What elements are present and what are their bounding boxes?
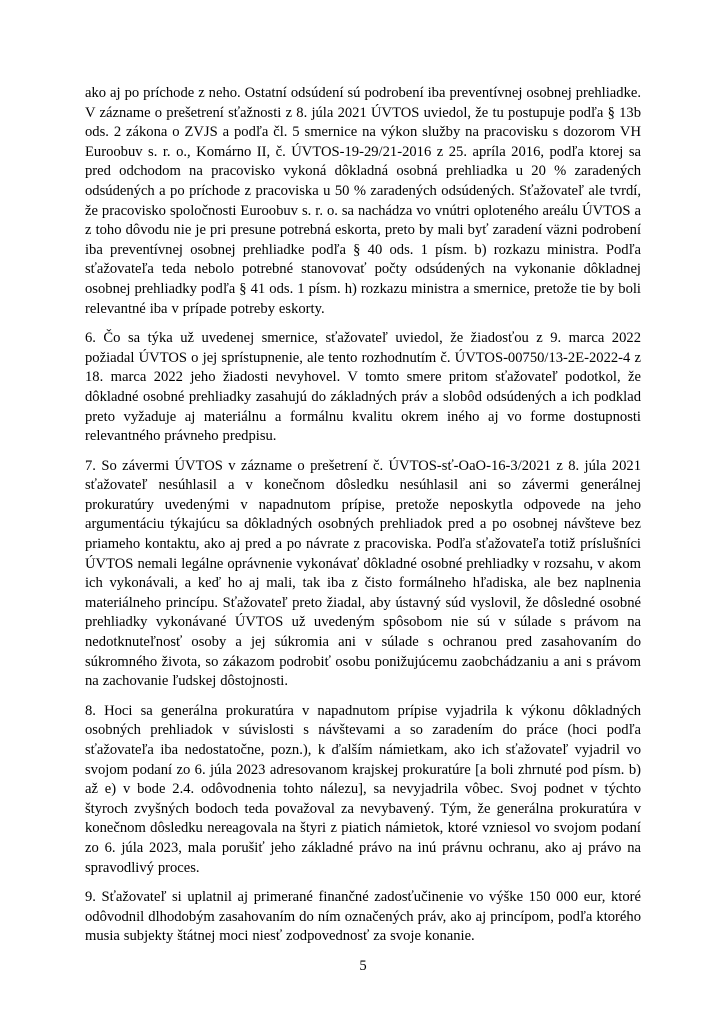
paragraph-9: 9. Sťažovateľ si uplatnil aj primerané finančné zadosťučinenie vo výške 150 000 eur, ktoré odôvodnil dlhodobým zasahovaním do ním označených práv, ako aj princípom, podľa ktorého musia subjekty štátnej moci niesť zodpovednosť za svoje konanie. xyxy=(85,889,641,945)
paragraph-8: 8. Hoci sa generálna prokuratúra v napadnutom prípise vyjadrila k výkonu dôkladných osobných prehliadok v súvislosti s návštevami a so zaradením do práce (hoci podľa sťažovateľa iba nedostatočne, pozn.), k ďalším námietkam, ako ich sťažovateľ vyjadril vo svojom podaní zo 6. júla 2023 adresovanom krajskej prokuratúre [a boli zhrnuté pod písm. b) až e) v bode 2.4. odôvodnenia tohto nálezu], sa nevyjadrila vôbec. Svoj podnet v týchto štyroch zvyšných bodoch teda považoval za nevybavený. Tým, že generálna prokuratúra v konečnom dôsledku nereagovala na štyri z piatich námietok, ktoré vzniesol vo svojom podaní zo 6. júla 2023, mala porušiť jeho základné právo na inú právnu ochranu, ako aj právo na spravodlivý proces. xyxy=(85,702,641,876)
paragraph-continuation: ako aj po príchode z neho. Ostatní odsúdení sú podrobení iba preventívnej osobnej prehliadke. V zázname o prešetrení sťažnosti z 8. júla 2021 ÚVTOS uviedol, že tu postupuje podľa § 13b ods. 2 zákona o ZVJS a podľa čl. 5 smernice na výkon služby na pracovisku s dozorom VH Euroobuv s. r. o., Komárno II, č. ÚVTOS-19-29/21-2016 z 25. apríla 2016, podľa ktorej sa pred odchodom na pracovisko vykoná dôkladná osobná prehliadka u 20 % zaradených odsúdených a po príchode z pracoviska u 50 % zaradených odsúdených. Sťažovateľ ale tvrdí, že pracovisko spoločnosti Euroobuv s. r. o. sa nachádza vo vnútri oploteného areálu ÚVTOS a z toho dôvodu nie je pri presune potrebná eskorta, preto by mali byť zaradení väzni podrobení iba preventívnej osobnej prehliadke podľa § 40 ods. 1 písm. b) rozkazu ministra. Podľa sťažovateľa teda nebolo potrebné stanovovať počty odsúdených na vykonanie dôkladnej osobnej prehliadky podľa § 41 ods. 1 písm. h) rozkazu ministra a smernice, pretože tie by boli relevantné iba v prípade potreby eskorty. xyxy=(85,85,641,317)
paragraph-6: 6. Čo sa týka už uvedenej smernice, sťažovateľ uviedol, že žiadosťou z 9. marca 2022 požiadal ÚVTOS o jej sprístupnenie, ale tento rozhodnutím č. ÚVTOS-00750/13-2E-2022-4 z 18. marca 2022 jeho žiadosti nevyhovel. V tomto smere pritom sťažovateľ podotkol, že dôkladné osobné prehliadky zasahujú do základných práv a slobôd odsúdených a ich podklad preto vyžaduje aj materiálnu a formálnu kvalitu okrem iného aj vo forme dostupnosti relevantného právneho predpisu. xyxy=(85,330,641,445)
paragraph-7: 7. So závermi ÚVTOS v zázname o prešetrení č. ÚVTOS-sť-OaO-16-3/2021 z 8. júla 2021 sťažovateľ nesúhlasil a v konečnom dôsledku nesúhlasil ani so závermi generálnej prokuratúry uvedenými v napadnutom prípise, pretože neposkytla odpovede na jeho argumentáciu týkajúcu sa dôkladných osobných prehliadok pred a po osobnej návšteve bez priameho kontaktu, ako aj pred a po návrate z pracoviska. Podľa sťažovateľa totiž príslušníci ÚVTOS nemali legálne oprávnenie vykonávať dôkladné osobné prehliadky v rozsahu, v akom ich vykonávali, a keď ho aj mali, tak iba z čisto formálneho hľadiska, ale bez naplnenia materiálneho princípu. Sťažovateľ preto žiadal, aby ústavný súd vyslovil, že dôsledné osobné prehliadky vykonávané ÚVTOS už uvedeným spôsobom nie sú v súlade s právom na nedotknuteľnosť osoby a jej súkromia ani v súlade s ochranou pred zasahovaním do súkromného života, so zákazom podrobiť osobu ponižujúcemu zaobchádzaniu a ani s právom na zachovanie ľudskej dôstojnosti. xyxy=(85,457,641,690)
document-body xyxy=(85,84,641,957)
page-number: 5 xyxy=(359,958,367,974)
